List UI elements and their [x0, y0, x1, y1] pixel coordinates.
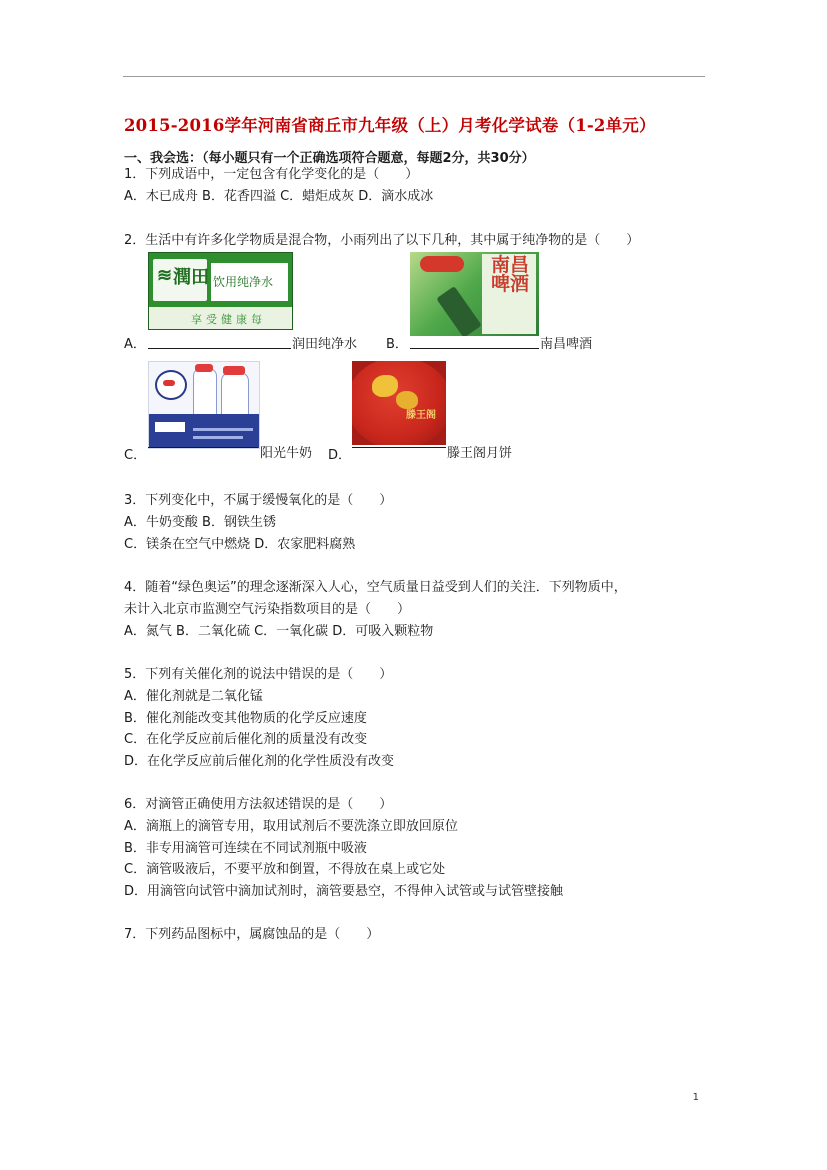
- q1-options: A．木已成舟 B．花香四溢 C．蜡炬成灰 D．滴水成冰: [124, 189, 434, 204]
- q5-option-c: C．在化学反应前后催化剂的质量没有改变: [124, 732, 368, 747]
- mooncake-brand: 滕王阁: [406, 410, 436, 421]
- q2-option-b-label: B．: [386, 337, 408, 352]
- runtian-slogan: 享受健康每: [191, 313, 266, 326]
- q6-stem: 6．对滴管正确使用方法叙述错误的是（ ）: [124, 797, 393, 812]
- q2-b-underline: [410, 348, 539, 349]
- q4-options: A．氮气 B．二氧化硫 C．一氧化碳 D．可吸入颗粒物: [124, 624, 434, 639]
- q4-stem-line1: 4．随着“绿色奥运”的理念逐渐深入人心，空气质量日益受到人们的关注．下列物质中，: [124, 580, 627, 595]
- tengwangge-mooncake-image: [352, 361, 446, 445]
- q2-option-a-caption: 润田纯净水: [292, 337, 358, 352]
- q6-option-d: D．用滴管向试管中滴加试剂时，滴管要悬空，不得伸入试管或与试管壁接触: [124, 884, 564, 899]
- q1-stem: 1．下列成语中，一定包含有化学变化的是（ ）: [124, 167, 419, 182]
- q3-options-ab: A．牛奶变酸 B．钢铁生锈: [124, 515, 276, 530]
- q2-stem: 2．生活中有许多化学物质是混合物，小雨列出了以下几种，其中属于纯净物的是（ ）: [124, 233, 640, 248]
- runtian-water-image: ≋ 潤田 饮用纯净水 享受健康每: [148, 252, 293, 330]
- section-heading: 一、我会选：（每小题只有一个正确选项符合题意，每题2分，共30分）: [124, 151, 535, 166]
- q2-option-a-label: A．: [124, 337, 146, 352]
- q6-option-a: A．滴瓶上的滴管专用，取用试剂后不要洗涤立即放回原位: [124, 819, 458, 834]
- sunshine-milk-image: [148, 361, 260, 449]
- q6-option-c: C．滴管吸液后，不要平放和倒置，不得放在桌上或它处: [124, 862, 446, 877]
- q2-a-underline: [148, 348, 291, 349]
- q4-stem-line2: 未计入北京市监测空气污染指数项目的是（ ）: [124, 602, 411, 617]
- header-rule: [123, 76, 705, 77]
- q5-stem: 5．下列有关催化剂的说法中错误的是（ ）: [124, 667, 393, 682]
- runtian-logo: 潤田: [173, 267, 209, 288]
- q2-d-underline: [352, 447, 446, 448]
- page-number: 1: [692, 1092, 699, 1103]
- q7-stem: 7．下列药品图标中，属腐蚀品的是（ ）: [124, 927, 380, 942]
- q6-option-b: B．非专用滴管可连续在不同试剂瓶中吸液: [124, 841, 367, 856]
- q2-option-c-label: C．: [124, 448, 147, 463]
- runtian-sub: 饮用纯净水: [213, 275, 274, 289]
- exam-title: 2015-2016学年河南省商丘市九年级（上）月考化学试卷（1-2单元）: [124, 116, 656, 135]
- q3-options-cd: C．镁条在空气中燃烧 D．农家肥料腐熟: [124, 537, 356, 552]
- q5-option-a: A．催化剂就是二氧化锰: [124, 689, 263, 704]
- q2-c-underline: [148, 447, 258, 448]
- nanchang-beer-brand: 南昌啤酒: [490, 254, 529, 295]
- nanchang-beer-image: [410, 252, 539, 336]
- q3-stem: 3．下列变化中，不属于缓慢氧化的是（ ）: [124, 493, 393, 508]
- q2-option-b-caption: 南昌啤酒: [540, 337, 593, 352]
- q2-option-d-caption: 滕王阁月饼: [447, 446, 513, 461]
- q2-option-c-caption: 阳光牛奶: [260, 446, 313, 461]
- q2-option-d-label: D．: [328, 448, 352, 463]
- q5-option-d: D．在化学反应前后催化剂的化学性质没有改变: [124, 754, 395, 769]
- q5-option-b: B．催化剂能改变其他物质的化学反应速度: [124, 711, 367, 726]
